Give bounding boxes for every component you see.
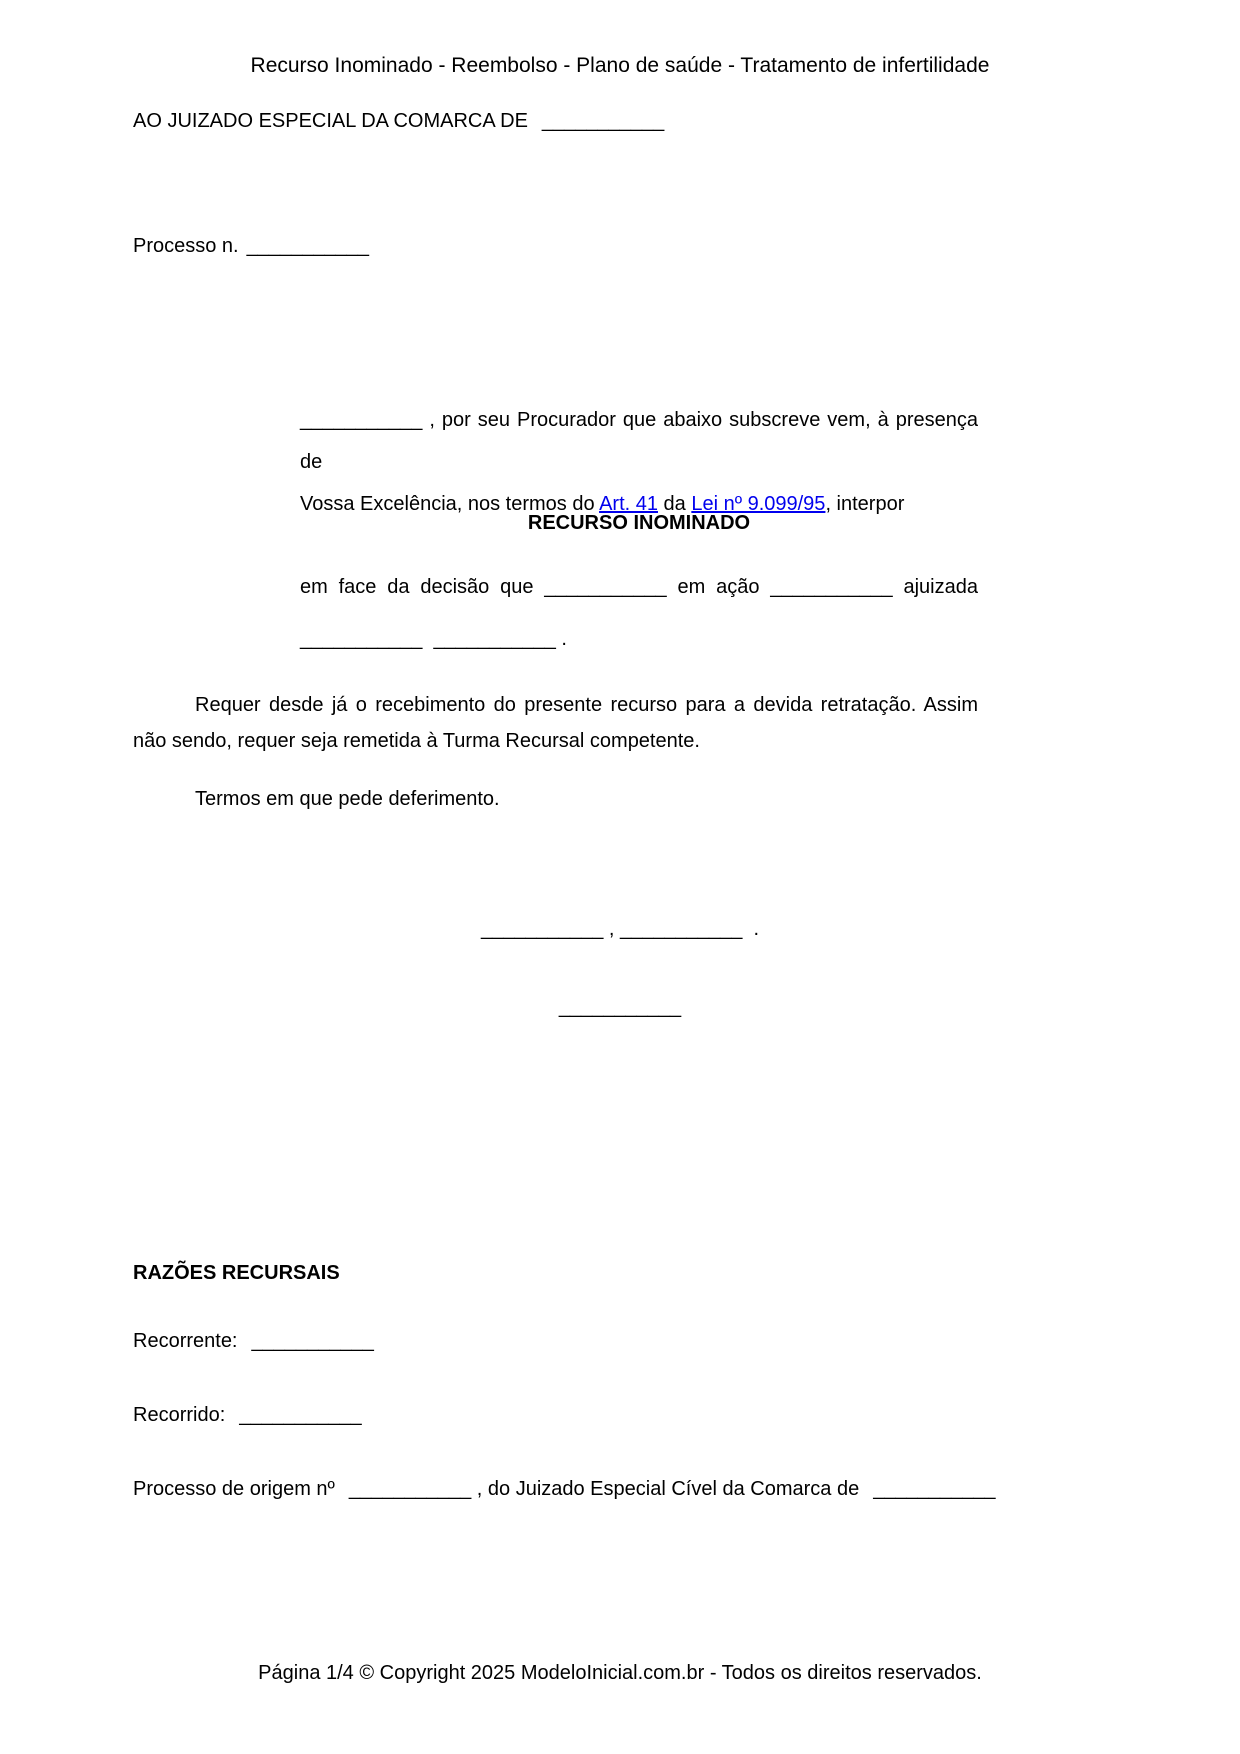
origin-process-blank-2: ___________ xyxy=(873,1478,996,1500)
process-number-blank: ___________ xyxy=(246,235,369,257)
appellant-label: Recorrente: xyxy=(133,1330,238,1352)
document-title: Recurso Inominado - Reembolso - Plano de saúde - Tratamento de infertilidade xyxy=(250,54,990,77)
signature-line: ___________ xyxy=(558,996,682,1018)
page-footer: Página 1/4 © Copyright 2025 ModeloInicial.com.br - Todos os direitos reservados. xyxy=(258,1662,982,1684)
origin-process-middle: , do Juizado Especial Cível da Comarca de xyxy=(471,1478,860,1500)
addressee-blank: ___________ xyxy=(541,110,665,132)
reasons-heading: RAZÕES RECURSAIS xyxy=(133,1262,340,1284)
recurso-inominado-heading: RECURSO INOMINADO xyxy=(527,512,751,534)
origin-process-line xyxy=(133,1478,996,1501)
appeal-line-1: em face da decisão que ___________ em ação ___________ ajuizada xyxy=(300,576,978,598)
intro-line-2-after: , interpor xyxy=(825,493,905,515)
addressee-line xyxy=(133,110,664,133)
intro-line-2-middle: da xyxy=(657,493,692,515)
intro-paragraph xyxy=(300,399,978,525)
appellee-blank: ___________ xyxy=(239,1404,362,1426)
city-date-line: ___________ , ___________ . xyxy=(480,918,760,940)
lei-9099-95-link[interactable]: Lei nº 9.099/95 xyxy=(691,493,826,515)
addressee-label: AO JUIZADO ESPECIAL DA COMARCA DE xyxy=(133,110,528,132)
appeal-line-2: ___________ ___________ . xyxy=(300,628,567,650)
art-41-link[interactable]: Art. 41 xyxy=(599,493,658,515)
origin-process-blank-1: ___________ xyxy=(348,1478,472,1500)
retraction-line-2: não sendo, requer seja remetida à Turma Recursal competente. xyxy=(133,730,700,752)
closing-line: Termos em que pede deferimento. xyxy=(195,788,500,810)
retraction-line-1: Requer desde já o recebimento do presente recurso para a devida retratação. Assim xyxy=(195,694,978,716)
intro-line-1: ___________ , por seu Procurador que abaixo subscreve vem, à presença de xyxy=(300,409,978,473)
appellant-line xyxy=(133,1330,374,1353)
origin-process-label: Processo de origem nº xyxy=(133,1478,335,1500)
process-number-label: Processo n. xyxy=(133,235,239,257)
appellee-label: Recorrido: xyxy=(133,1404,226,1426)
appellant-blank: ___________ xyxy=(251,1330,374,1352)
appellee-line xyxy=(133,1404,362,1427)
appeal-paragraph xyxy=(300,561,978,665)
intro-line-2-before: Vossa Excelência, nos termos do xyxy=(300,493,600,515)
retraction-paragraph xyxy=(133,687,978,759)
process-number-line xyxy=(133,235,369,258)
